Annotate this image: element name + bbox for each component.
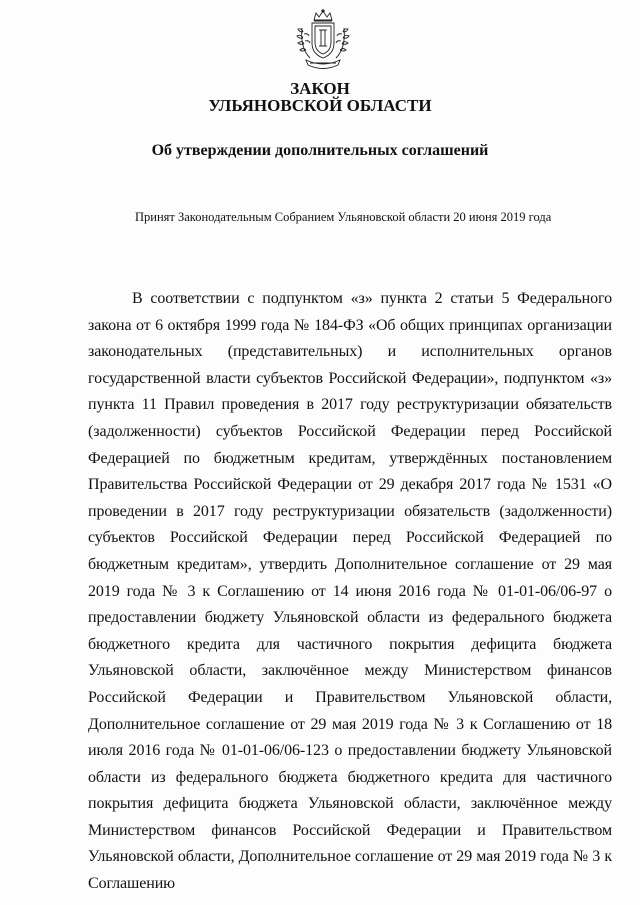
- law-body-paragraph: В соответствии с подпунктом «з» пункта 2 статьи 5 Федерального закона от 6 октября 1999 года № 184-ФЗ «Об общих принципах организации законодательных (представительных) и исполнительных органов государственной власти субъектов Российской Федерации», подпунктом «з» пункта 11 Правил проведения в 2017 году реструктуризации обязательств (задолженности) субъектов Российской Федерации перед Российской Федерацией по бюджетным кредитам, утверждённых постановлением Правительства Российской Федерации от 29 декабря 2017 года № 1531 «О проведении в 2017 году реструктуризации обязательств (задолженности) субъектов Российской Федерации перед Российской Федерацией по бюджетным кредитам», утвердить Дополнительное соглашение от 29 мая 2019 года № 3 к Соглашению от 14 июня 2016 года № 01-01-06/06-97 о предоставлении бюджету Ульяновской области из федерального бюджета бюджетного кредита для частичного покрытия дефицита бюджета Ульяновской области, заключённое между Министерством финансов Российской Федерации и Правительством Ульяновской области, Дополнительное соглашение от 29 мая 2019 года № 3 к Соглашению от 18 июля 2016 года № 01-01-06/06-123 о предоставлении бюджету Ульяновской области из федерального бюджета бюджетного кредита для частичного покрытия дефицита бюджета Ульяновской области, заключённое между Министерством финансов Российской Федерации и Правительством Ульяновской области, Дополнительное соглашение от 29 мая 2019 года № 3 к Соглашению: [88, 290, 612, 893]
- law-subject-heading: Об утверждении дополнительных соглашений: [151, 142, 489, 159]
- adoption-note: Принят Законодательным Собранием Ульяновской области 20 июня 2019 года: [135, 210, 552, 224]
- law-title: ЗАКОН: [290, 79, 350, 98]
- coat-of-arms-emblem-icon: [292, 8, 354, 72]
- law-region-title: УЛЬЯНОВСКОЙ ОБЛАСТИ: [208, 96, 432, 115]
